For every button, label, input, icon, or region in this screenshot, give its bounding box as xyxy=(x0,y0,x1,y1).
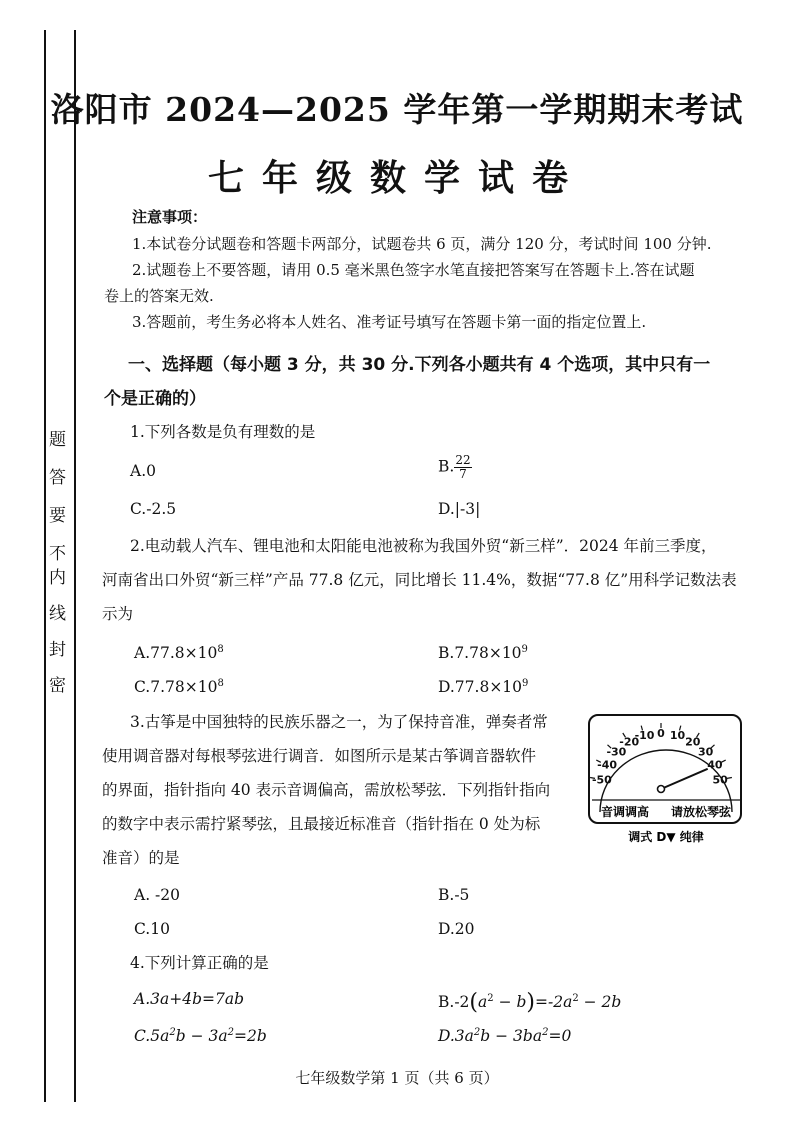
q4-stem: 4.下列计算正确的是 xyxy=(130,954,269,972)
gutter-char-0: 题 xyxy=(50,430,74,447)
tuner-scale-label: 10 xyxy=(669,729,686,743)
notice-line-1: 1.本试卷分试题卷和答题卡两部分，试题卷共 6 页，满分 120 分，考试时间 100 分钟. xyxy=(132,235,712,253)
q4-d-part2: b − 3ba xyxy=(480,1027,543,1045)
q4-b-exp2: 2 xyxy=(572,993,579,1004)
gutter-char-2: 要 xyxy=(50,506,74,523)
q4-b-var-a: a xyxy=(478,993,488,1011)
q4-c-part1: C.5a xyxy=(134,1027,170,1045)
q4-d-part3: =0 xyxy=(548,1027,572,1045)
q1-option-a: A.0 xyxy=(130,462,156,480)
gutter-char-6: 封 xyxy=(50,640,74,657)
q1-option-b-denominator: 7 xyxy=(459,467,467,481)
tuner-scale-label: 50 xyxy=(712,773,728,787)
q2-option-b-base: B.7.78×10 xyxy=(438,644,522,662)
q2-option-c-exp: 8 xyxy=(217,678,224,689)
q1-stem: 1.下列各数是负有理数的是 xyxy=(130,423,316,441)
q4-option-c xyxy=(134,1022,267,1047)
tuner-pivot xyxy=(658,786,665,793)
q4-c-part3: =2b xyxy=(233,1027,267,1045)
tuner-scale-label: 40 xyxy=(707,758,723,772)
q4-d-exp2: 2 xyxy=(542,1027,549,1038)
q3-option-a: A. -20 xyxy=(134,886,181,904)
tuner-scale-label: -30 xyxy=(606,745,627,759)
tuner-scale-label: -40 xyxy=(597,758,618,772)
q1-option-b xyxy=(438,454,472,481)
notice-heading: 注意事项： xyxy=(132,208,208,226)
notice-line-2a: 2.试题卷上不要答题，请用 0.5 毫米黑色签字水笔直接把答案写在答题卡上.答在试题 xyxy=(132,261,695,279)
q4-c-exp1: 2 xyxy=(169,1027,176,1038)
q4-option-d xyxy=(438,1022,571,1047)
q4-d-part1: D.3a xyxy=(438,1027,474,1045)
q2-option-a xyxy=(134,639,224,664)
q1-option-d: D.|-3| xyxy=(438,500,481,518)
q4-c-exp2: 2 xyxy=(227,1027,234,1038)
q4-option-a: A.3a+4b=7ab xyxy=(134,990,245,1008)
q1-option-b-numerator: 22 xyxy=(455,453,471,467)
q3-option-d: D.20 xyxy=(438,920,475,938)
q4-b-paren-close: ) xyxy=(526,990,535,1015)
q2-line-3: 示为 xyxy=(102,605,134,623)
tuner-scale-label: -50 xyxy=(591,773,612,787)
q3-option-b: B.-5 xyxy=(438,886,470,904)
q2-option-d xyxy=(438,673,528,698)
q4-b-exp1: 2 xyxy=(487,993,494,1004)
q1-option-b-prefix: B. xyxy=(438,457,455,476)
section-heading-line-b: 个是正确的） xyxy=(104,389,206,409)
q2-line-2: 河南省出口外贸“新三样”产品 77.8 亿元，同比增长 11.4%，数据“77.8 亿”用科学记数法表 xyxy=(102,571,737,589)
q2-option-a-exp: 8 xyxy=(217,644,224,655)
q4-b-rhs: =-2a xyxy=(535,993,573,1011)
tuner-scale-label: 0 xyxy=(657,727,665,740)
q3-line-3: 的界面，指针指向 40 表示音调偏高，需放松琴弦．下列指针指向 xyxy=(102,781,551,799)
q3-line-5: 准音）的是 xyxy=(102,849,180,867)
q2-option-b xyxy=(438,639,528,664)
q2-option-b-exp: 9 xyxy=(521,644,528,655)
tuner-left-hint: 音调调高 xyxy=(600,805,650,819)
page-footer: 七年级数学第 1 页（共 6 页） xyxy=(295,1069,499,1087)
q4-b-mid: − b xyxy=(493,993,527,1011)
tuner-scale-label: 20 xyxy=(685,735,701,749)
q4-b-coef: B.-2 xyxy=(438,993,470,1011)
q4-d-exp1: 2 xyxy=(473,1027,481,1038)
tuner-scale-label: -20 xyxy=(619,735,640,749)
q4-c-part2: b − 3a xyxy=(175,1027,228,1045)
gutter-char-4: 内 xyxy=(50,568,74,585)
gutter-char-1: 答 xyxy=(50,468,74,485)
q2-line-1: 2.电动载人汽车、锂电池和太阳能电池被称为我国外贸“新三样”．2024 年前三季度， xyxy=(130,537,717,555)
tuner-scale-label: -10 xyxy=(634,729,655,743)
q1-option-c: C.-2.5 xyxy=(130,500,177,518)
q3-line-1: 3.古筝是中国独特的民族乐器之一，为了保持音准，弹奏者常 xyxy=(130,713,548,731)
q3-line-2: 使用调音器对每根琴弦进行调音．如图所示是某古筝调音器软件 xyxy=(102,747,537,765)
q2-option-c-base: C.7.78×10 xyxy=(134,678,218,696)
q2-option-d-base: D.77.8×10 xyxy=(438,678,523,696)
q4-b-paren-open: ( xyxy=(469,990,479,1015)
tuner-right-hint: 请放松琴弦 xyxy=(670,805,732,819)
gutter-char-5: 线 xyxy=(50,604,74,621)
q2-option-d-exp: 9 xyxy=(522,678,529,689)
notice-line-2b: 卷上的答案无效. xyxy=(104,287,214,305)
q2-option-c xyxy=(134,673,224,698)
q4-b-rhs-tail: − 2b xyxy=(578,993,622,1011)
tuner-mode-caption: 调式 D▼ 纯律 xyxy=(628,830,704,844)
gutter-char-7: 密 xyxy=(50,676,74,693)
exam-title: 洛阳市 2024—2025 学年第一学期期末考试 xyxy=(50,90,744,129)
q3-option-c: C.10 xyxy=(134,920,170,938)
q2-option-a-base: A.77.8×10 xyxy=(134,644,218,662)
q3-line-4: 的数字中表示需拧紧琴弦，且最接近标准音（指针指在 0 处为标 xyxy=(102,815,541,833)
tuner-scale-label: 30 xyxy=(697,745,714,759)
paper-subtitle: 七年级数学试卷 xyxy=(207,157,586,199)
gutter-char-3: 不 xyxy=(50,544,74,561)
tuner-figure xyxy=(586,712,746,852)
notice-line-3: 3.答题前，考生务必将本人姓名、准考证号填写在答题卡第一面的指定位置上. xyxy=(132,313,647,331)
q4-option-b xyxy=(438,988,621,1014)
section-heading-line-a: 一、选择题（每小题 3 分，共 30 分.下列各小题共有 4 个选项，其中只有一 xyxy=(128,355,711,375)
q1-option-b-fraction xyxy=(454,454,471,481)
